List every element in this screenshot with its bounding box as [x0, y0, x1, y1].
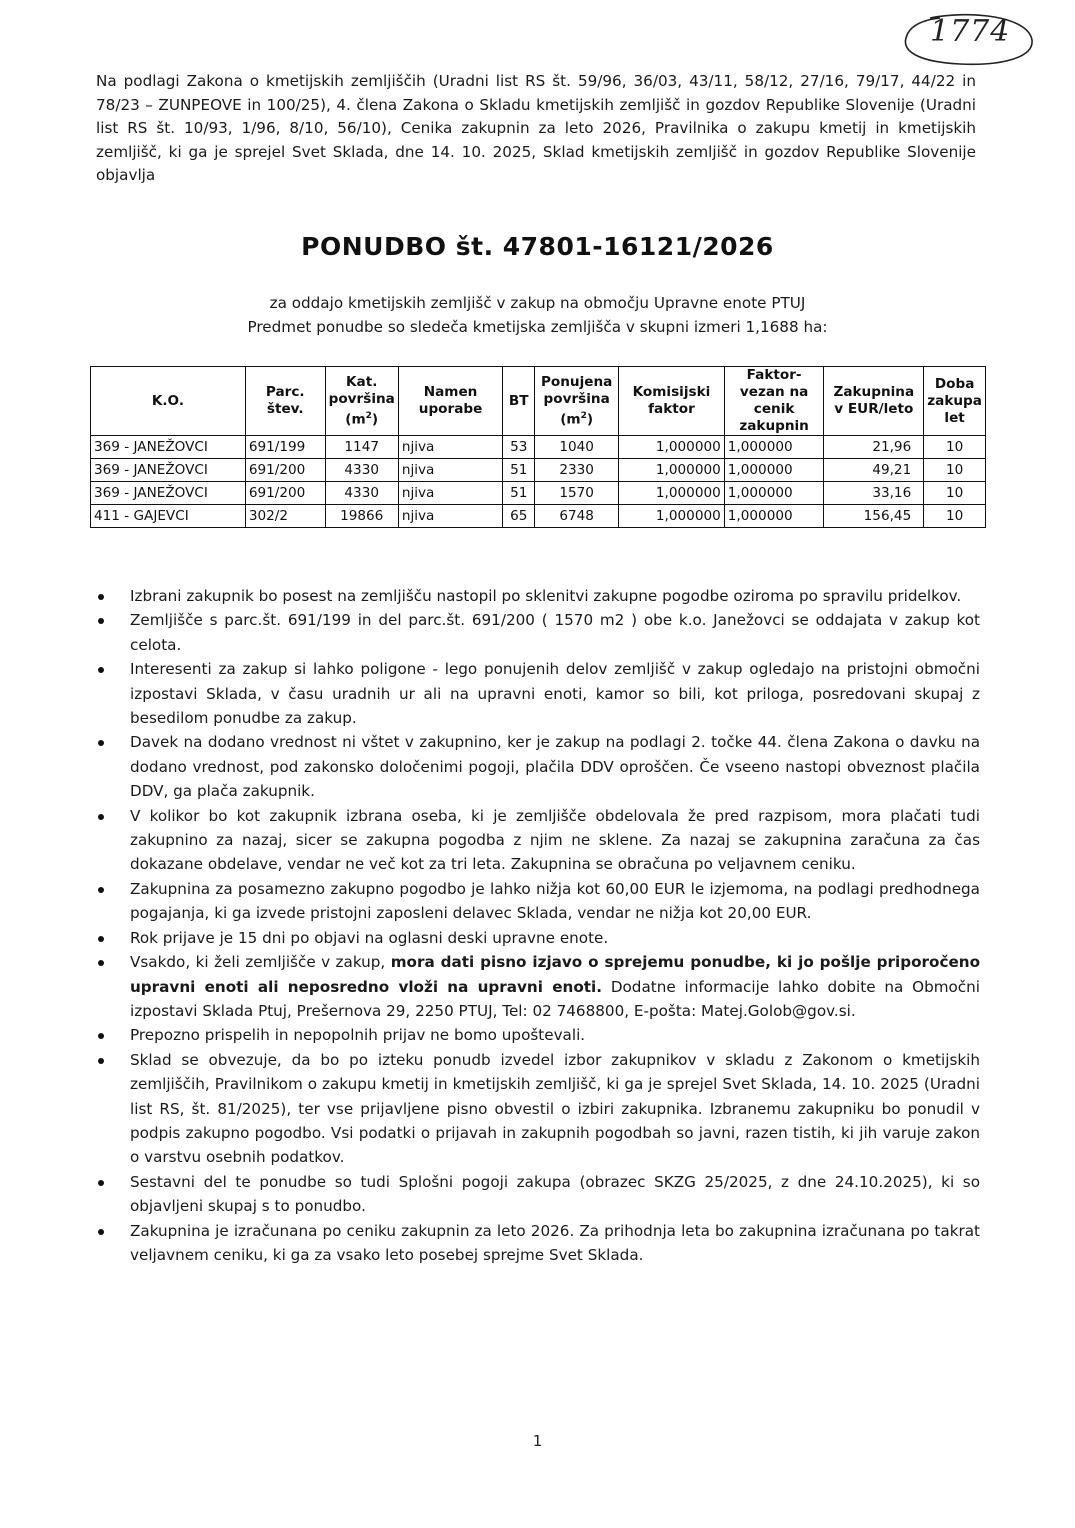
bullet-dot-icon [98, 1033, 104, 1039]
cell-namen: njiva [398, 459, 502, 482]
header-ponujena: Ponujena površina $(m^2)$ [535, 367, 619, 436]
cell-parc: 691/200 [245, 482, 325, 505]
cell-parc: 302/2 [245, 505, 325, 528]
table-row [91, 459, 986, 482]
bullet-dot-icon [98, 887, 104, 893]
list-item: Zakupnina za posamezno zakupno pogodbo je lahko nižja kot 60,00 EUR le izjemoma, na podlagi predhodnega pogajanja, ki ga izvede pristojni zaposleni delavec Sklada, vendar ne nižja kot 20,00 EUR. [96, 877, 980, 926]
cell-bt: 65 [503, 505, 535, 528]
cell-doba: 10 [924, 436, 986, 459]
cell-kom: 1,000000 [619, 505, 725, 528]
cell-zak: 21,96 [824, 436, 924, 459]
list-item: Sestavni del te ponudbe so tudi Splošni pogoji zakupa (obrazec SKZG 25/2025, z dne 24.10.2025), ki so objavljeni skupaj s to ponudbo. [96, 1170, 980, 1219]
list-item: Sklad se obvezuje, da bo po izteku ponudb izvedel izbor zakupnikov v skladu z Zakonom o kmetijskih zemljiščih, Pravilnikom o zakupu kmetij in kmetijskih zemljišč, ki ga je sprejel Svet Sklada, 14. 10. 2025 (Uradni list RS, št. 81/2025), ter vse prijavljene pisno obvestil o izbiri zakupnika. Izbranemu zakupniku bo ponudil v podpis zakupno pogodbo. Vsi podatki o prijavah in zakupnih pogodbah so javni, razen tistih, ki jih varuje zakon o varstvu osebnih podatkov. [96, 1048, 980, 1170]
cell-kom: 1,000000 [619, 459, 725, 482]
bullet-dot-icon [98, 740, 104, 746]
page-number: 1 [532, 1432, 543, 1450]
handwritten-number: 1774 [930, 14, 1011, 49]
cell-kat: 4330 [325, 482, 398, 505]
subtitle-line-1: za oddajo kmetijskih zemljišč v zakup na območju Upravne enote PTUJ [269, 294, 806, 312]
bullet-dot-icon [98, 1058, 104, 1064]
document-title: PONUDBO št. 47801-16121/2026 [301, 232, 774, 261]
table-row [91, 436, 986, 459]
intro-paragraph: Na podlagi Zakona o kmetijskih zemljiščih (Uradni list RS št. 59/96, 36/03, 43/11, 58/12, 27/16, 79/17, 44/22 in 78/23 – ZUNPEOVE in 100/25), 4. člena Zakona o Skladu kmetijskih zemljišč in gozdov Republike Slovenije (Uradni list RS št. 10/93, 1/96, 8/10, 56/10), Cenika zakupnin za leto 2026, Pravilnika o zakupu kmetij in kmetijskih zemljišč, ki ga je sprejel Svet Sklada, dne 14. 10. 2025, Sklad kmetijskih zemljišč in gozdov Republike Slovenije objavlja [96, 72, 976, 185]
cell-kat: 1147 [325, 436, 398, 459]
table-header-row [91, 367, 986, 436]
cell-kat: 4330 [325, 459, 398, 482]
table-row [91, 482, 986, 505]
list-item: Interesenti za zakup si lahko poligone - lego ponujenih delov zemljišč v zakup ogledajo na pristojni območni izpostavi Sklada, v času uradnih ur ali na upravni enoti, kamor so bili, kot priloga, posredovani skupaj z besedilom ponudbe za zakup. [96, 657, 980, 730]
cell-doba: 10 [924, 482, 986, 505]
conditions-list [96, 584, 980, 1267]
cell-ko: 369 - JANEŽOVCI [91, 459, 246, 482]
cell-pon: 1040 [535, 436, 619, 459]
bullet-dot-icon [98, 1229, 104, 1235]
list-item: Rok prijave je 15 dni po objavi na oglasni deski upravne enote. [96, 926, 980, 950]
list-item: Zakupnina je izračunana po ceniku zakupnin za leto 2026. Za prihodnja leta bo zakupnina izračunana po takrat veljavnem ceniku, ki ga za vsako leto posebej sprejme Svet Sklada. [96, 1219, 980, 1268]
cell-pon: 1570 [535, 482, 619, 505]
list-item: Prepozno prispelih in nepopolnih prijav ne bomo upoštevali. [96, 1023, 980, 1047]
cell-bt: 51 [503, 482, 535, 505]
cell-doba: 10 [924, 505, 986, 528]
cell-fak: 1,000000 [724, 436, 824, 459]
header-ko: K.O. [91, 367, 246, 436]
cell-ko: 369 - JANEŽOVCI [91, 482, 246, 505]
list-item: Davek na dodano vrednost ni vštet v zakupnino, ker je zakup na podlagi 2. točke 44. člena Zakona o davku na dodano vrednost, pod zakonsko določenimi pogoji, plačila DDV oproščen. Če vseeno nastopi obveznost plačila DDV, ga plača zakupnik. [96, 730, 980, 803]
cell-namen: njiva [398, 482, 502, 505]
list-item: Izbrani zakupnik bo posest na zemljišču nastopil po sklenitvi zakupne pogodbe oziroma po spravilu pridelkov. [96, 584, 980, 608]
cell-bt: 51 [503, 459, 535, 482]
header-parc: Parc. štev. [245, 367, 325, 436]
header-faktor-vezan: Faktor-vezan na cenik zakupnin [724, 367, 824, 436]
cell-bt: 53 [503, 436, 535, 459]
cell-namen: njiva [398, 436, 502, 459]
header-komisijski: Komisijski faktor [619, 367, 725, 436]
header-zakupnina: Zakupnina v EUR/leto [824, 367, 924, 436]
cell-parc: 691/199 [245, 436, 325, 459]
bullet-dot-icon [98, 936, 104, 942]
bullet-dot-icon [98, 814, 104, 820]
cell-fak: 1,000000 [724, 459, 824, 482]
cell-kom: 1,000000 [619, 436, 725, 459]
cell-pon: 6748 [535, 505, 619, 528]
header-kat-povrsina: Kat. površina $(m^2)$ [325, 367, 398, 436]
bullet-dot-icon [98, 1180, 104, 1186]
bullet-dot-icon [98, 594, 104, 600]
cell-ko: 369 - JANEŽOVCI [91, 436, 246, 459]
cell-namen: njiva [398, 505, 502, 528]
cell-pon: 2330 [535, 459, 619, 482]
header-namen: Namen uporabe [398, 367, 502, 436]
cell-ko: 411 - GAJEVCI [91, 505, 246, 528]
list-item: Zemljišče s parc.št. 691/199 in del parc.št. 691/200 ( 1570 m2 ) obe k.o. Janežovci se oddajata v zakup kot celota. [96, 608, 980, 657]
bullet-dot-icon [98, 667, 104, 673]
cell-zak: 156,45 [824, 505, 924, 528]
cell-fak: 1,000000 [724, 482, 824, 505]
header-bt: BT [503, 367, 535, 436]
cell-kom: 1,000000 [619, 482, 725, 505]
cell-parc: 691/200 [245, 459, 325, 482]
cell-zak: 49,21 [824, 459, 924, 482]
list-item: V kolikor bo kot zakupnik izbrana oseba, ki je zemljišče obdelovala že pred razpisom, mora plačati tudi zakupnino za nazaj, sicer se zakupna pogodba z njim ne sklene. Za nazaj se zakupnina zaračuna za čas dokazane obdelave, vendar ne več kot za tri leta. Zakupnina se obračuna po veljavnem ceniku. [96, 804, 980, 877]
list-item: Vsakdo, ki želi zemljišče v zakup, mora dati pisno izjavo o sprejemu ponudbe, ki jo pošlje priporočeno upravni enoti ali neposredno vloži na upravni enoti. Dodatne informacije lahko dobite na Območni izpostavi Sklada Ptuj, Prešernova 29, 2250 PTUJ, Tel: 02 7468800, E-pošta: Matej.Golob@gov.si. [96, 950, 980, 1023]
cell-fak: 1,000000 [724, 505, 824, 528]
bullet-dot-icon [98, 960, 104, 966]
cell-zak: 33,16 [824, 482, 924, 505]
cell-doba: 10 [924, 459, 986, 482]
table-row [91, 505, 986, 528]
header-doba: Doba zakupa let [924, 367, 986, 436]
subtitle-line-2: Predmet ponudbe so sledeča kmetijska zemljišča v skupni izmeri 1,1688 ha: [247, 318, 828, 336]
bullet-dot-icon [98, 618, 104, 624]
plots-table [90, 366, 986, 528]
cell-kat: 19866 [325, 505, 398, 528]
